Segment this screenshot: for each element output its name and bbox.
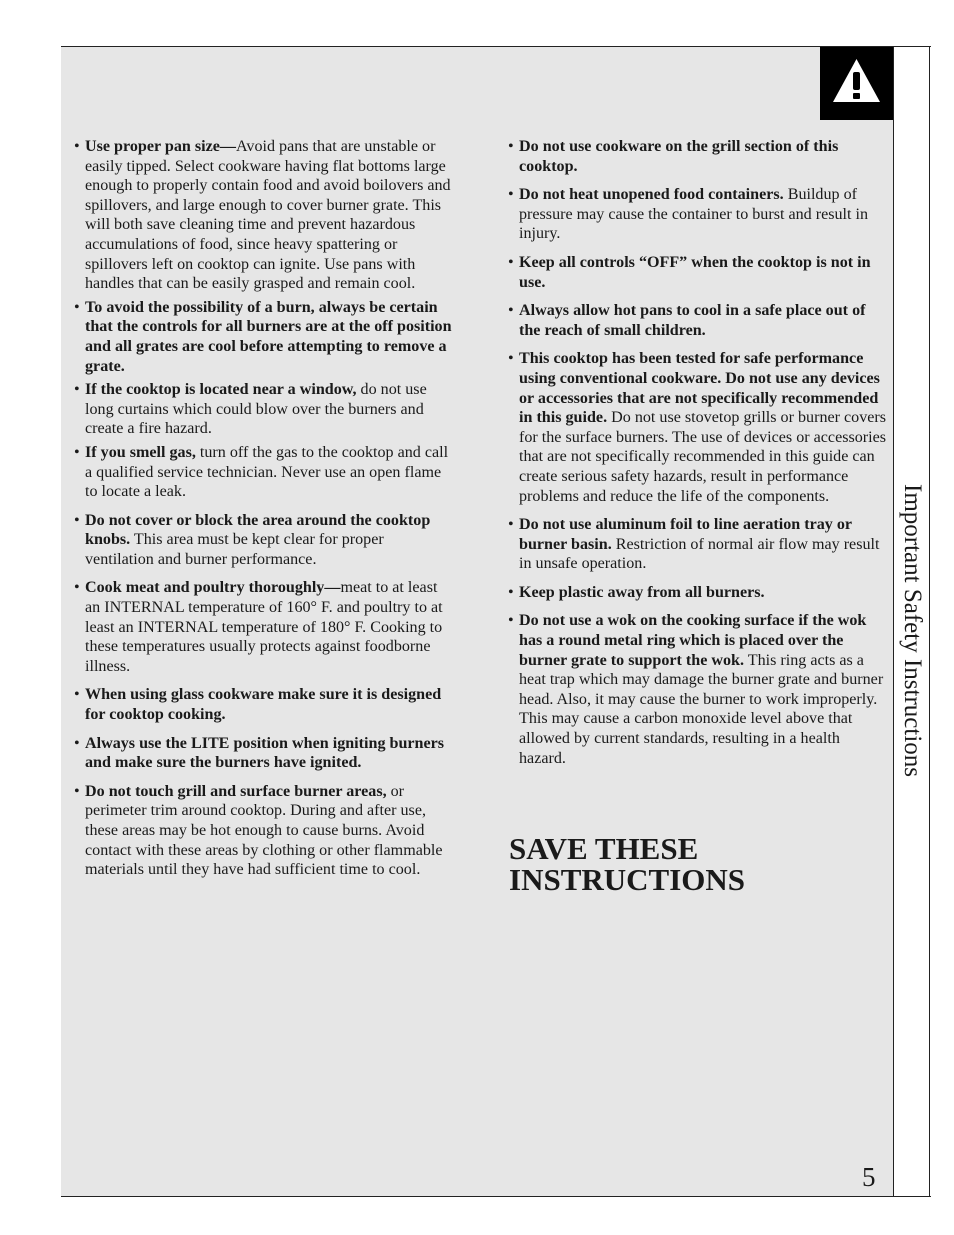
item-lead: Do not cover or block the area around the cooktop knobs. xyxy=(85,511,431,549)
save-instructions-heading: SAVE THESE INSTRUCTIONS xyxy=(509,831,746,897)
bullet: • xyxy=(508,302,514,320)
item-lead: Do not heat unopened food containers. xyxy=(519,186,784,204)
item-lead: Keep all controls “OFF” when the cooktop is not in use. xyxy=(519,253,871,291)
item-lead: Always allow hot pans to cool in a safe place out of the reach of small children. xyxy=(519,302,866,339)
list-item xyxy=(74,782,456,880)
warning-triangle-icon xyxy=(820,47,893,120)
item-lead: Do not touch grill and surface burner areas, xyxy=(85,782,387,800)
bullet: • xyxy=(508,138,514,155)
bullet: • xyxy=(74,511,80,529)
item-lead: Keep plastic away from all burners. xyxy=(519,583,765,601)
list-item xyxy=(508,515,890,574)
list-item xyxy=(74,511,456,570)
list-item xyxy=(74,685,456,724)
bullet: • xyxy=(74,579,80,597)
bullet: • xyxy=(508,612,514,630)
bullet: • xyxy=(508,186,514,204)
list-item xyxy=(508,301,890,340)
list-item xyxy=(508,137,890,176)
list-item xyxy=(74,443,456,502)
side-rule-right xyxy=(929,46,930,1197)
item-lead: To avoid the possibility of a burn, always be certain that the controls for all burners are at the off position and all grates are cool before attempting to remove a grate. xyxy=(85,298,452,375)
item-text: This area must be kept clear for proper ventilation and burner performance. xyxy=(85,531,384,568)
side-rule-left xyxy=(893,46,894,1197)
top-rule xyxy=(61,46,931,47)
item-lead: If the cooktop is located near a window, xyxy=(85,381,357,399)
list-item xyxy=(74,578,456,676)
item-lead: Do not use aluminum foil to line aeration tray or burner basin. xyxy=(519,516,852,553)
item-text: Restriction of normal air flow may result in unsafe operation. xyxy=(519,535,880,573)
item-lead: When using glass cookware make sure it is designed for cooktop cooking. xyxy=(85,686,442,724)
list-item xyxy=(74,298,456,376)
bullet: • xyxy=(508,583,514,601)
item-text: meat to at least an INTERNAL temperature of 160° F. and poultry to at least an INTERNAL temperature of 180° F. Cooking to these temperatures usually protects against foodborne illness. xyxy=(85,579,443,675)
bullet: • xyxy=(74,138,80,155)
list-item xyxy=(508,185,890,244)
item-text: turn off the gas to the cooktop and call a qualified service technician. Never use an open flame to locate a leak. xyxy=(85,443,449,501)
item-lead: Cook meat and poultry thoroughly— xyxy=(85,579,341,597)
item-lead: Use proper pan size— xyxy=(85,138,236,155)
item-lead: Do not use cookware on the grill section of this cooktop. xyxy=(519,138,839,175)
item-text: Do not use stovetop grills or burner covers for the surface burners. The use of devices or accessories that are not specifically recommended in this guide can create serious safety hazards, result in performance problems and reduce the life of the components. xyxy=(519,409,887,505)
page-number: 5 xyxy=(862,1162,876,1192)
bullet: • xyxy=(508,350,514,368)
bullet: • xyxy=(74,734,80,752)
item-text: Avoid pans that are unstable or easily tipped. Select cookware having flat bottoms large enough to properly contain food and avoid boilovers and spillovers, and large enough to cover burner grate. This will both save cleaning time and prevent hazardous accumulations of food, since heavy spattering or spillovers left on cooktop can ignite. Use pans with handles that can be easily grasped and remain cool. xyxy=(85,138,451,293)
item-text: do not use long curtains which could blow over the burners and create a fire hazard. xyxy=(85,381,427,438)
section-title: Important Safety Instructions xyxy=(899,483,926,777)
item-lead: If you smell gas, xyxy=(85,443,196,461)
item-lead: Always use the LITE position when igniting burners and make sure the burners have ignited. xyxy=(85,734,445,772)
bullet: • xyxy=(74,298,80,316)
list-item xyxy=(508,611,890,768)
bullet: • xyxy=(74,686,80,704)
bullet: • xyxy=(508,516,514,534)
bottom-rule xyxy=(61,1196,931,1197)
list-item xyxy=(74,137,456,294)
item-lead: Do not use a wok on the cooking surface if the wok has a round metal ring which is placed over the burner grate to support the wok. xyxy=(519,612,867,669)
item-lead: This cooktop has been tested for safe performance using conventional cookware. Do not use any devices or accessories that are not specifically recommended in this guide. xyxy=(519,350,880,427)
right-column xyxy=(508,137,890,768)
bullet: • xyxy=(74,381,80,399)
list-item xyxy=(508,349,890,506)
list-item xyxy=(508,253,890,292)
list-item xyxy=(508,583,890,603)
bullet: • xyxy=(74,782,80,800)
item-text: Buildup of pressure may cause the container to burst and result in injury. xyxy=(519,186,869,243)
bullet: • xyxy=(74,443,80,461)
left-column xyxy=(74,137,456,880)
item-text: or perimeter trim around cooktop. During and after use, these areas may be hot enough to cause burns. Avoid contact with these areas by clothing or other flammable materials until they have had sufficient time to cool. xyxy=(85,782,443,879)
list-item xyxy=(74,734,456,773)
item-text: This ring acts as a heat trap which may damage the burner grate and burner head. Also, it may cause the burner to work improperly. This may cause a carbon monoxide level above that allowed by current standards, resulting in a health hazard. xyxy=(519,651,884,767)
bullet: • xyxy=(508,253,514,271)
list-item xyxy=(74,380,456,439)
